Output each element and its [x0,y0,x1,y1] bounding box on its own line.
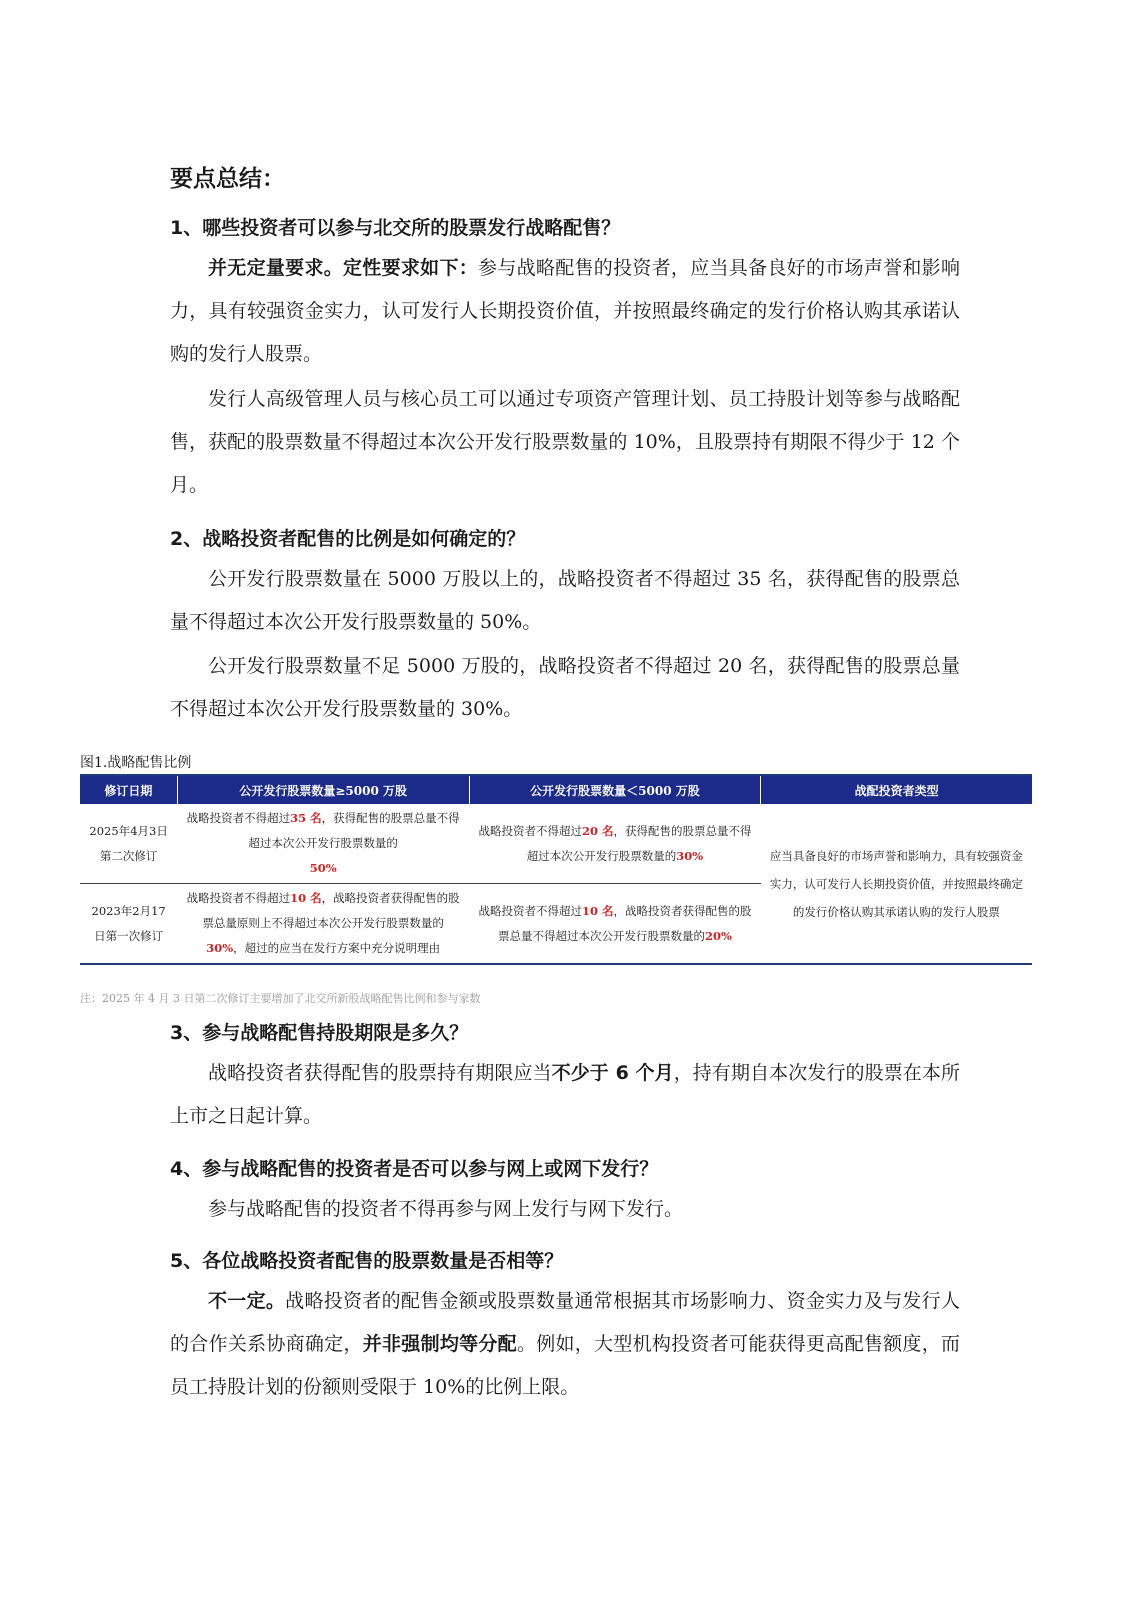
figure-note: 注：2025 年 4 月 3 日第二次修订主要增加了北交所新股战略配售比例和参与家数 [80,992,481,1005]
figure-caption: 图1.战略配售比例 [80,755,192,771]
row1-c2-text-a: 战略投资者不得超过 [478,823,582,838]
row1-over-5000 [177,804,469,884]
row2-c2-text-a: 战略投资者不得超过 [478,903,582,918]
row1-date: 2025年4月3日第二次修订 [80,804,177,884]
question-4-title: 4、参与战略配售的投资者是否可以参与网上或网下发行？ [170,1158,659,1180]
summary-title: 要点总结： [170,166,285,192]
row1-c2-ratio: 30% [676,848,704,863]
question-2-paragraph-2: 公开发行股票数量不足 5000 万股的，战略投资者不得超过 20 名，获得配售的股票总量不得超过本次公开发行股票数量的 30%。 [170,655,960,720]
row2-date: 2023年2月17日第一次修订 [91,903,166,943]
question-5-text-b: 。例如，大型机构投资者可能获得更高配售额度，而员工持股计划的份额则受限于 10%的比例上限。 [170,1333,960,1398]
question-2-title: 2、战略投资者配售的比例是如何确定的？ [170,528,526,550]
question-3-bold: 不少于 6 个月 [551,1062,674,1084]
question-3-text-b: ，持有期自本次发行的股票在本所上市之日起计算。 [170,1062,960,1127]
question-3-title: 3、参与战略配售持股期限是多久？ [170,1022,469,1044]
question-1-lead-bold: 并无定量要求。定性要求如下： [208,257,479,279]
row1-c2-limit: 20 名 [581,823,614,838]
question-5-bold-1: 不一定。 [208,1290,286,1312]
row1-under-5000 [469,804,761,884]
question-1-text: 参与战略配售的投资者，应当具备良好的市场声誉和影响力，具有较强资金实力，认可发行人长期投资价值，并按照最终确定的发行价格认购其承诺认购的发行人股票。 [170,257,960,365]
row1-c1-text-a: 战略投资者不得超过 [186,811,291,825]
question-1-title: 1、哪些投资者可以参与北交所的股票发行战略配售？ [170,217,621,239]
row2-c2-text-b: ，战略投资者获得配售的股票总量不得超过本次公开发行股票数量的 [497,903,752,943]
row2-c1-text-b: ，战略投资者获得配售的股票总量原则上不得超过本次公开发行股票数量的 [202,891,460,930]
question-5-title: 5、各位战略投资者配售的股票数量是否相等？ [170,1250,564,1272]
question-4-paragraph: 参与战略配售的投资者不得再参与网上发行与网下发行。 [208,1198,684,1220]
header-under-5000: 公开发行股票数量＜5000 万股 [469,775,761,804]
question-5-bold-2: 并非强制均等分配 [362,1333,517,1355]
question-2-paragraph-1: 公开发行股票数量在 5000 万股以上的，战略投资者不得超过 35 名，获得配售的股票总量不得超过本次公开发行股票数量的 50%。 [170,568,960,633]
row2-under-5000 [469,884,761,965]
row1-c2-text-b: ，获得配售的股票总量不得超过本次公开发行股票数量的 [526,823,752,863]
investor-type-cell: 应当具备良好的市场声誉和影响力，具有较强资金实力，认可发行人长期投资价值，并按照最终确定的发行价格认购其承诺认购的发行人股票 [769,848,1023,919]
row2-c2-ratio: 20% [704,928,732,943]
row1-c1-ratio: 50% [309,861,337,875]
question-5-paragraph [170,1280,960,1409]
table-row [80,804,1032,884]
question-1-paragraph-2: 发行人高级管理人员与核心员工可以通过专项资产管理计划、员工持股计划等参与战略配售，获配的股票数量不得超过本次公开发行股票数量的 10%，且股票持有期限不得少于 12 个月。 [170,388,960,496]
question-3-text-a: 战略投资者获得配售的股票持有期限应当 [208,1062,552,1084]
row2-c1-limit: 10 名 [290,891,322,905]
row2-c1-text-c: ，超过的应当在发行方案中充分说明理由 [233,941,441,955]
row1-c1-text-b: ，获得配售的股票总量不得超过本次公开发行股票数量的 [248,811,460,850]
header-over-5000: 公开发行股票数量≥5000 万股 [177,775,469,804]
row2-c2-limit: 10 名 [581,903,614,918]
header-revision-date: 修订日期 [80,775,177,804]
table-header-row [80,775,1032,804]
row2-c1-text-a: 战略投资者不得超过 [186,891,291,905]
question-5-text-a: 战略投资者的配售金额或股票数量通常根据其市场影响力、资金实力及与发行人的合作关系协商确定， [170,1290,960,1355]
row2-over-5000 [177,884,469,965]
strategic-placement-table [80,774,1032,965]
question-1-paragraph-1 [170,247,960,376]
row2-c1-ratio: 30% [206,941,234,955]
question-3-paragraph [170,1052,960,1138]
header-investor-type: 战配投资者类型 [761,775,1032,804]
row1-c1-limit: 35 名 [290,811,322,825]
